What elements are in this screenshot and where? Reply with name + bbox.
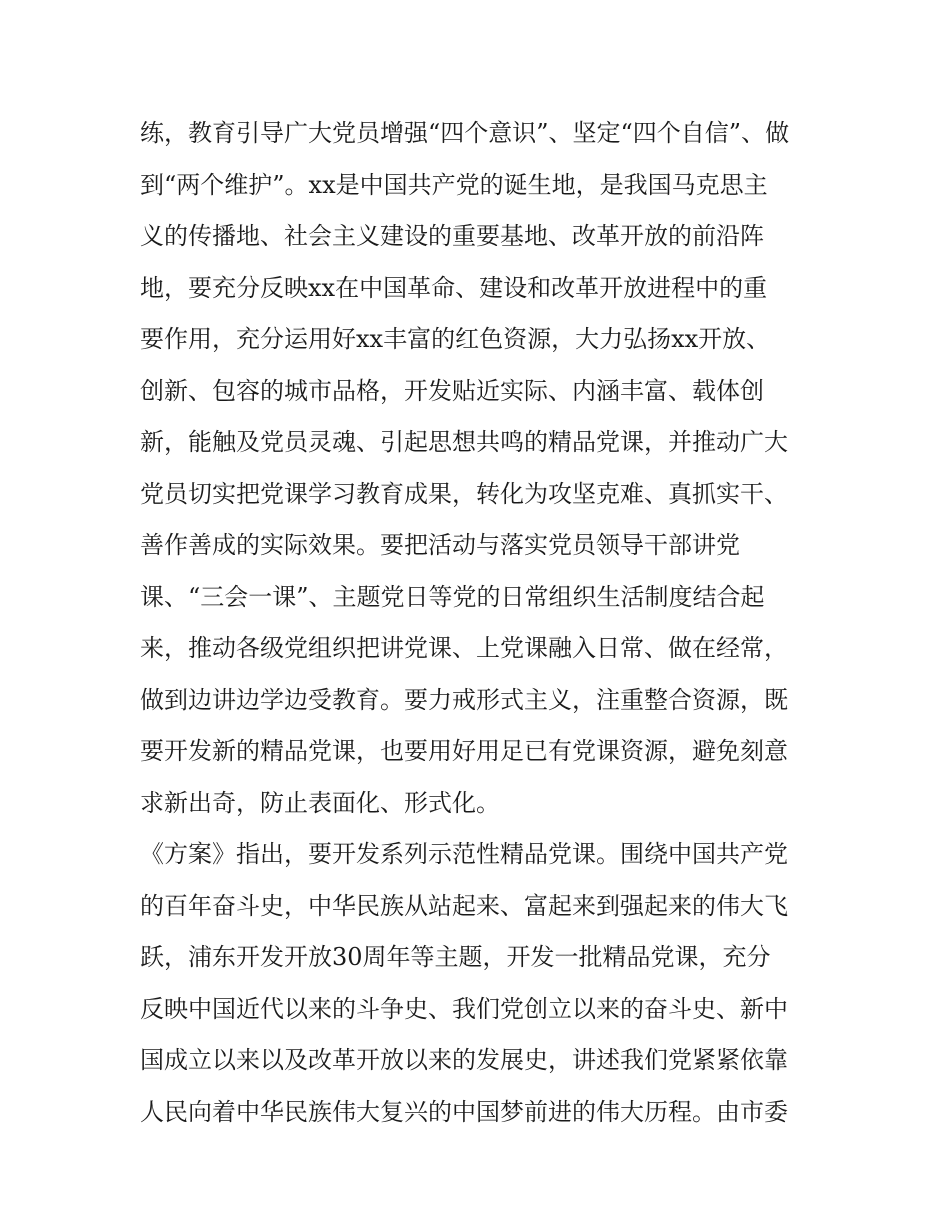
text-line: 新，能触及党员灵魂、引起思想共鸣的精品党课，并推动广大 xyxy=(140,428,788,456)
text-line: 课、“三会一课”、主题党日等党的日常组织生活制度结合起 xyxy=(140,582,765,611)
text-line: 到“两个维护”。xx是中国共产党的诞生地，是我国马克思主 xyxy=(140,170,768,199)
text-line: 创新、包容的城市品格，开发贴近实际、内涵丰富、载体创 xyxy=(140,376,764,405)
text-line: 的百年奋斗史，中华民族从站起来、富起来到强起来的伟大飞 xyxy=(140,891,788,920)
text-line: 反映中国近代以来的斗争史、我们党创立以来的奋斗史、新中 xyxy=(140,994,788,1023)
text-line: 练，教育引导广大党员增强“四个意识”、坚定“四个自信”、做 xyxy=(140,119,790,147)
text-line: 求新出奇，防止表面化、形式化。 xyxy=(140,788,500,817)
text-line: 跃，浦东开发开放30周年等主题，开发一批精品党课，充分 xyxy=(140,943,771,971)
text-line: 地，要充分反映xx在中国革命、建设和改革开放进程中的重 xyxy=(140,273,768,302)
text-line: 国成立以来以及改革开放以来的发展史，讲述我们党紧紧依靠 xyxy=(140,1046,788,1074)
text-line: 《方案》指出，要开发系列示范性精品党课。围绕中国共产党 xyxy=(140,840,788,868)
text-line: 善作善成的实际效果。要把活动与落实党员领导干部讲党 xyxy=(140,531,740,559)
text-line: 义的传播地、社会主义建设的重要基地、改革开放的前沿阵 xyxy=(140,222,764,250)
text-line: 人民向着中华民族伟大复兴的中国梦前进的伟大历程。由市委 xyxy=(140,1097,788,1126)
text-line: 做到边讲边学边受教育。要力戒形式主义，注重整合资源，既 xyxy=(140,685,788,714)
text-line: 来，推动各级党组织把讲党课、上党课融入日常、做在经常， xyxy=(140,634,788,662)
document-body xyxy=(140,108,820,1138)
text-line: 要作用，充分运用好xx丰富的红色资源，大力弘扬xx开放、 xyxy=(140,325,771,353)
text-line: 党员切实把党课学习教育成果，转化为攻坚克难、真抓实干、 xyxy=(140,479,788,508)
text-line: 要开发新的精品党课，也要用好用足已有党课资源，避免刻意 xyxy=(140,737,788,765)
